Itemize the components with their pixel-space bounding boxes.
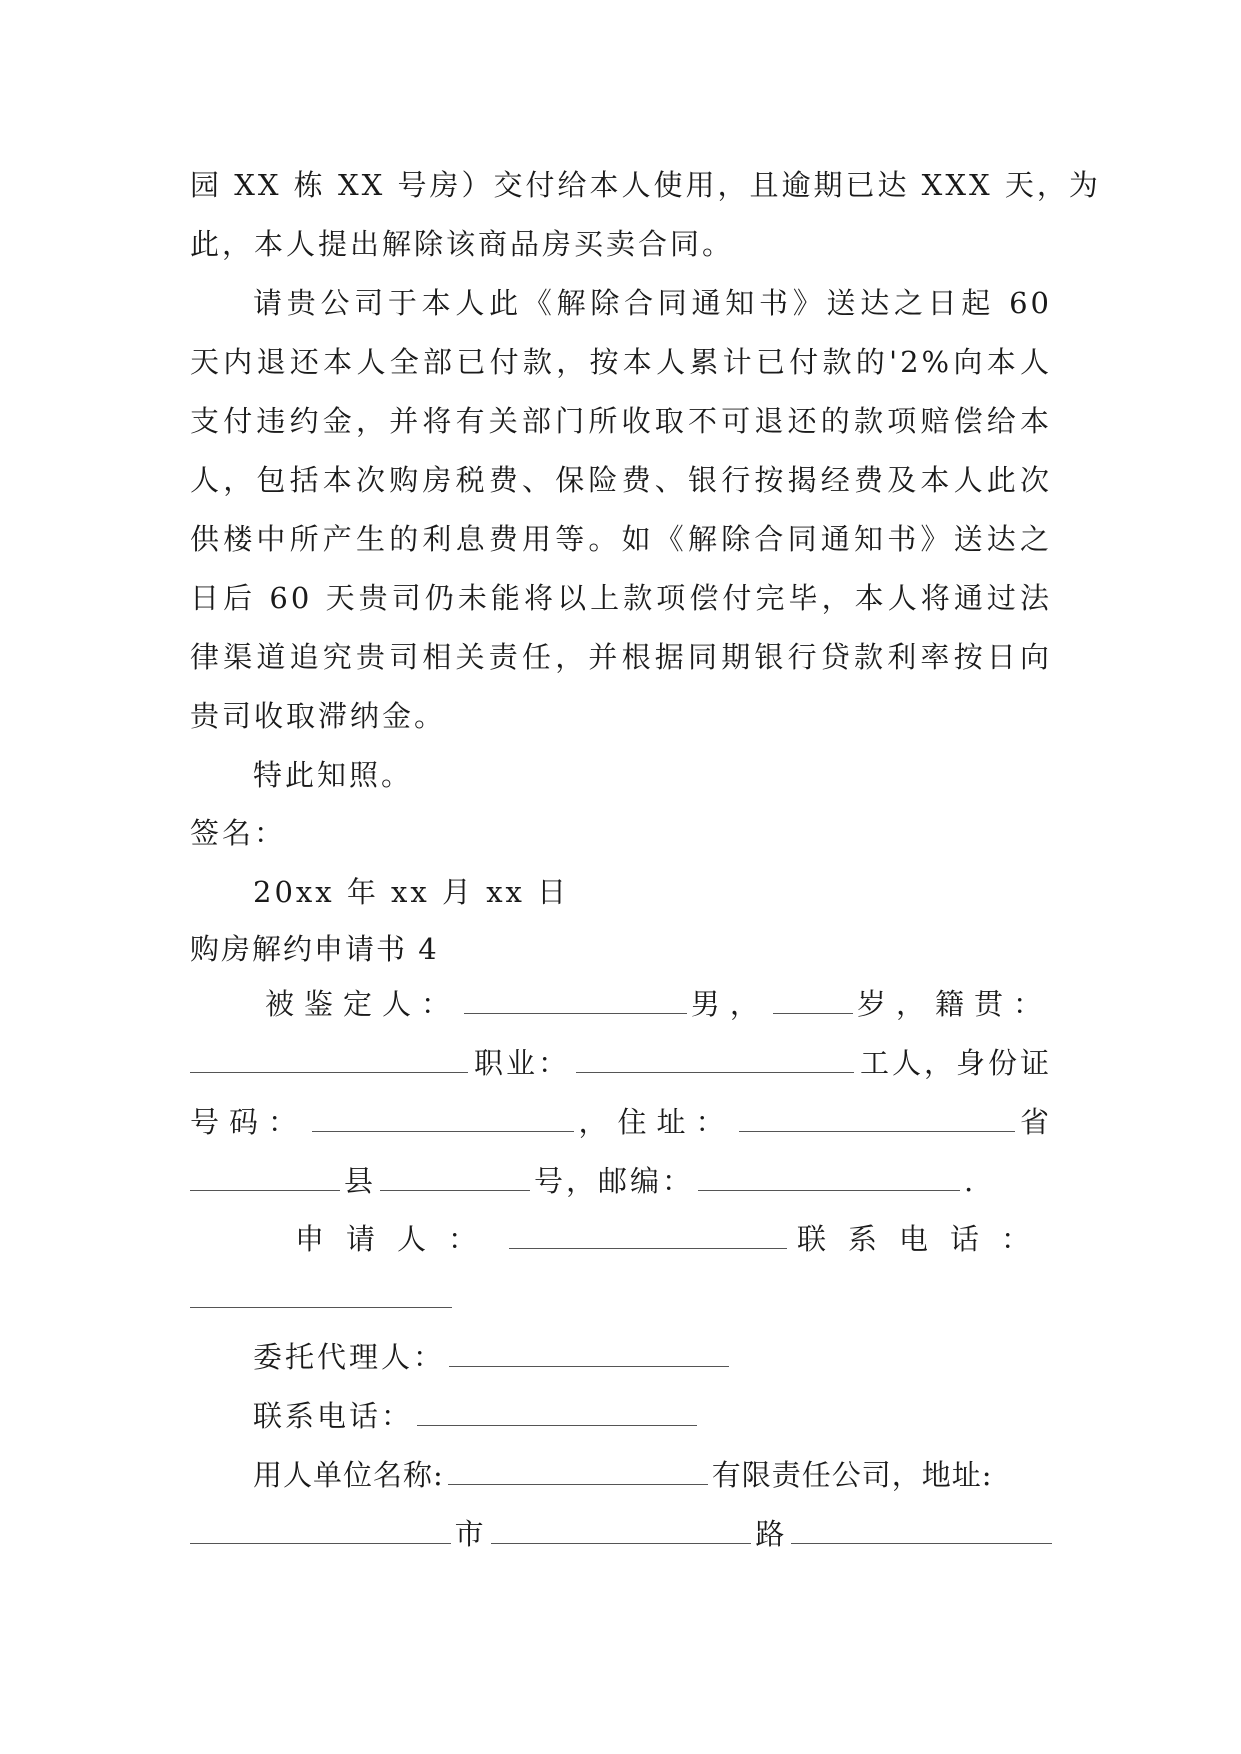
- address-blank-3: [791, 1515, 1052, 1544]
- address-blank-2: [491, 1515, 752, 1544]
- date-text: 20xx 年 xx 月 xx 日: [253, 875, 570, 909]
- section-title: 购房解约申请书 4: [190, 932, 439, 966]
- form-line-appraisee: [265, 984, 1052, 1024]
- paragraph-line: 律渠道追究贵司相关责任，并根据同期银行贷款利率按日向: [190, 640, 1052, 674]
- postcode-label: 号，邮编：: [534, 1164, 695, 1198]
- agent-phone-label: 联系电话：: [253, 1399, 414, 1433]
- period-text: .: [964, 1164, 977, 1198]
- form-line-employer: [253, 1455, 1052, 1495]
- postcode-blank: [698, 1162, 960, 1191]
- worker-text: 工人，身份证: [859, 1046, 1052, 1080]
- form-line-occupation: [190, 1043, 1052, 1083]
- paragraph-line: 贵司收取滞纳金。: [190, 699, 447, 733]
- form-line-applicant: [295, 1219, 1052, 1259]
- county-text: 县: [344, 1164, 377, 1198]
- form-line-county: [190, 1161, 1052, 1201]
- age-suffix: 岁，: [856, 987, 935, 1021]
- county-blank: [190, 1162, 340, 1191]
- paragraph-line: 人，包括本次购房税费、保险费、银行按揭经费及本人此次: [190, 463, 1052, 497]
- paragraph-line: 园 XX 栋 XX 号房）交付给本人使用，且逾期已达 XXX 天，为: [190, 168, 1101, 202]
- closing-text: 特此知照。: [253, 758, 414, 792]
- native-place-label: 籍贯：: [934, 987, 1052, 1021]
- agent-blank: [449, 1338, 729, 1367]
- occupation-blank: [576, 1044, 854, 1073]
- paragraph-line: 支付违约金，并将有关部门所收取不可退还的款项赔偿给本: [190, 404, 1052, 438]
- phone-label: 联系电话：: [796, 1222, 1052, 1256]
- form-line-agent-phone: [253, 1396, 1052, 1436]
- signature-label: 签名：: [190, 816, 287, 850]
- form-line-id: [190, 1102, 1052, 1142]
- agent-label: 委托代理人：: [253, 1340, 446, 1374]
- id-number-blank: [312, 1103, 574, 1132]
- province-text: 省: [1019, 1105, 1052, 1139]
- native-place-blank: [190, 1044, 468, 1073]
- address-blank-1: [190, 1515, 451, 1544]
- male-text: 男，: [690, 987, 769, 1021]
- province-blank: [739, 1103, 1015, 1132]
- form-line-agent: [253, 1337, 1052, 1377]
- number-blank: [380, 1162, 530, 1191]
- form-line-phone-blank: [190, 1278, 1052, 1318]
- city-text: 市: [454, 1517, 487, 1551]
- address-label: ，住址：: [578, 1105, 735, 1139]
- phone-blank: [190, 1279, 452, 1308]
- paragraph-line: 请贵公司于本人此《解除合同通知书》送达之日起 60: [253, 286, 1052, 320]
- id-number-label: 号码：: [190, 1105, 308, 1139]
- paragraph-line: 供楼中所产生的利息费用等。如《解除合同通知书》送达之: [190, 522, 1052, 556]
- employer-blank: [448, 1456, 708, 1485]
- appraisee-label: 被鉴定人：: [265, 987, 461, 1021]
- agent-phone-blank: [417, 1397, 697, 1426]
- company-suffix: 有限责任公司，地址:: [711, 1458, 993, 1492]
- appraisee-name-blank: [464, 985, 687, 1014]
- paragraph-line: 天内退还本人全部已付款，按本人累计已付款的'2%向本人: [190, 345, 1052, 379]
- paragraph-line: 此，本人提出解除该商品房买卖合同。: [190, 227, 735, 261]
- employer-label: 用人单位名称:: [253, 1458, 444, 1492]
- paragraph-line: 日后 60 天贵司仍未能将以上款项偿付完毕，本人将通过法: [190, 581, 1052, 615]
- occupation-label: 职业：: [473, 1046, 570, 1080]
- applicant-label: 申请人：: [295, 1222, 500, 1256]
- road-text: 路: [755, 1517, 788, 1551]
- form-line-address: [190, 1514, 1052, 1554]
- applicant-blank: [509, 1220, 787, 1249]
- age-blank: [773, 985, 853, 1014]
